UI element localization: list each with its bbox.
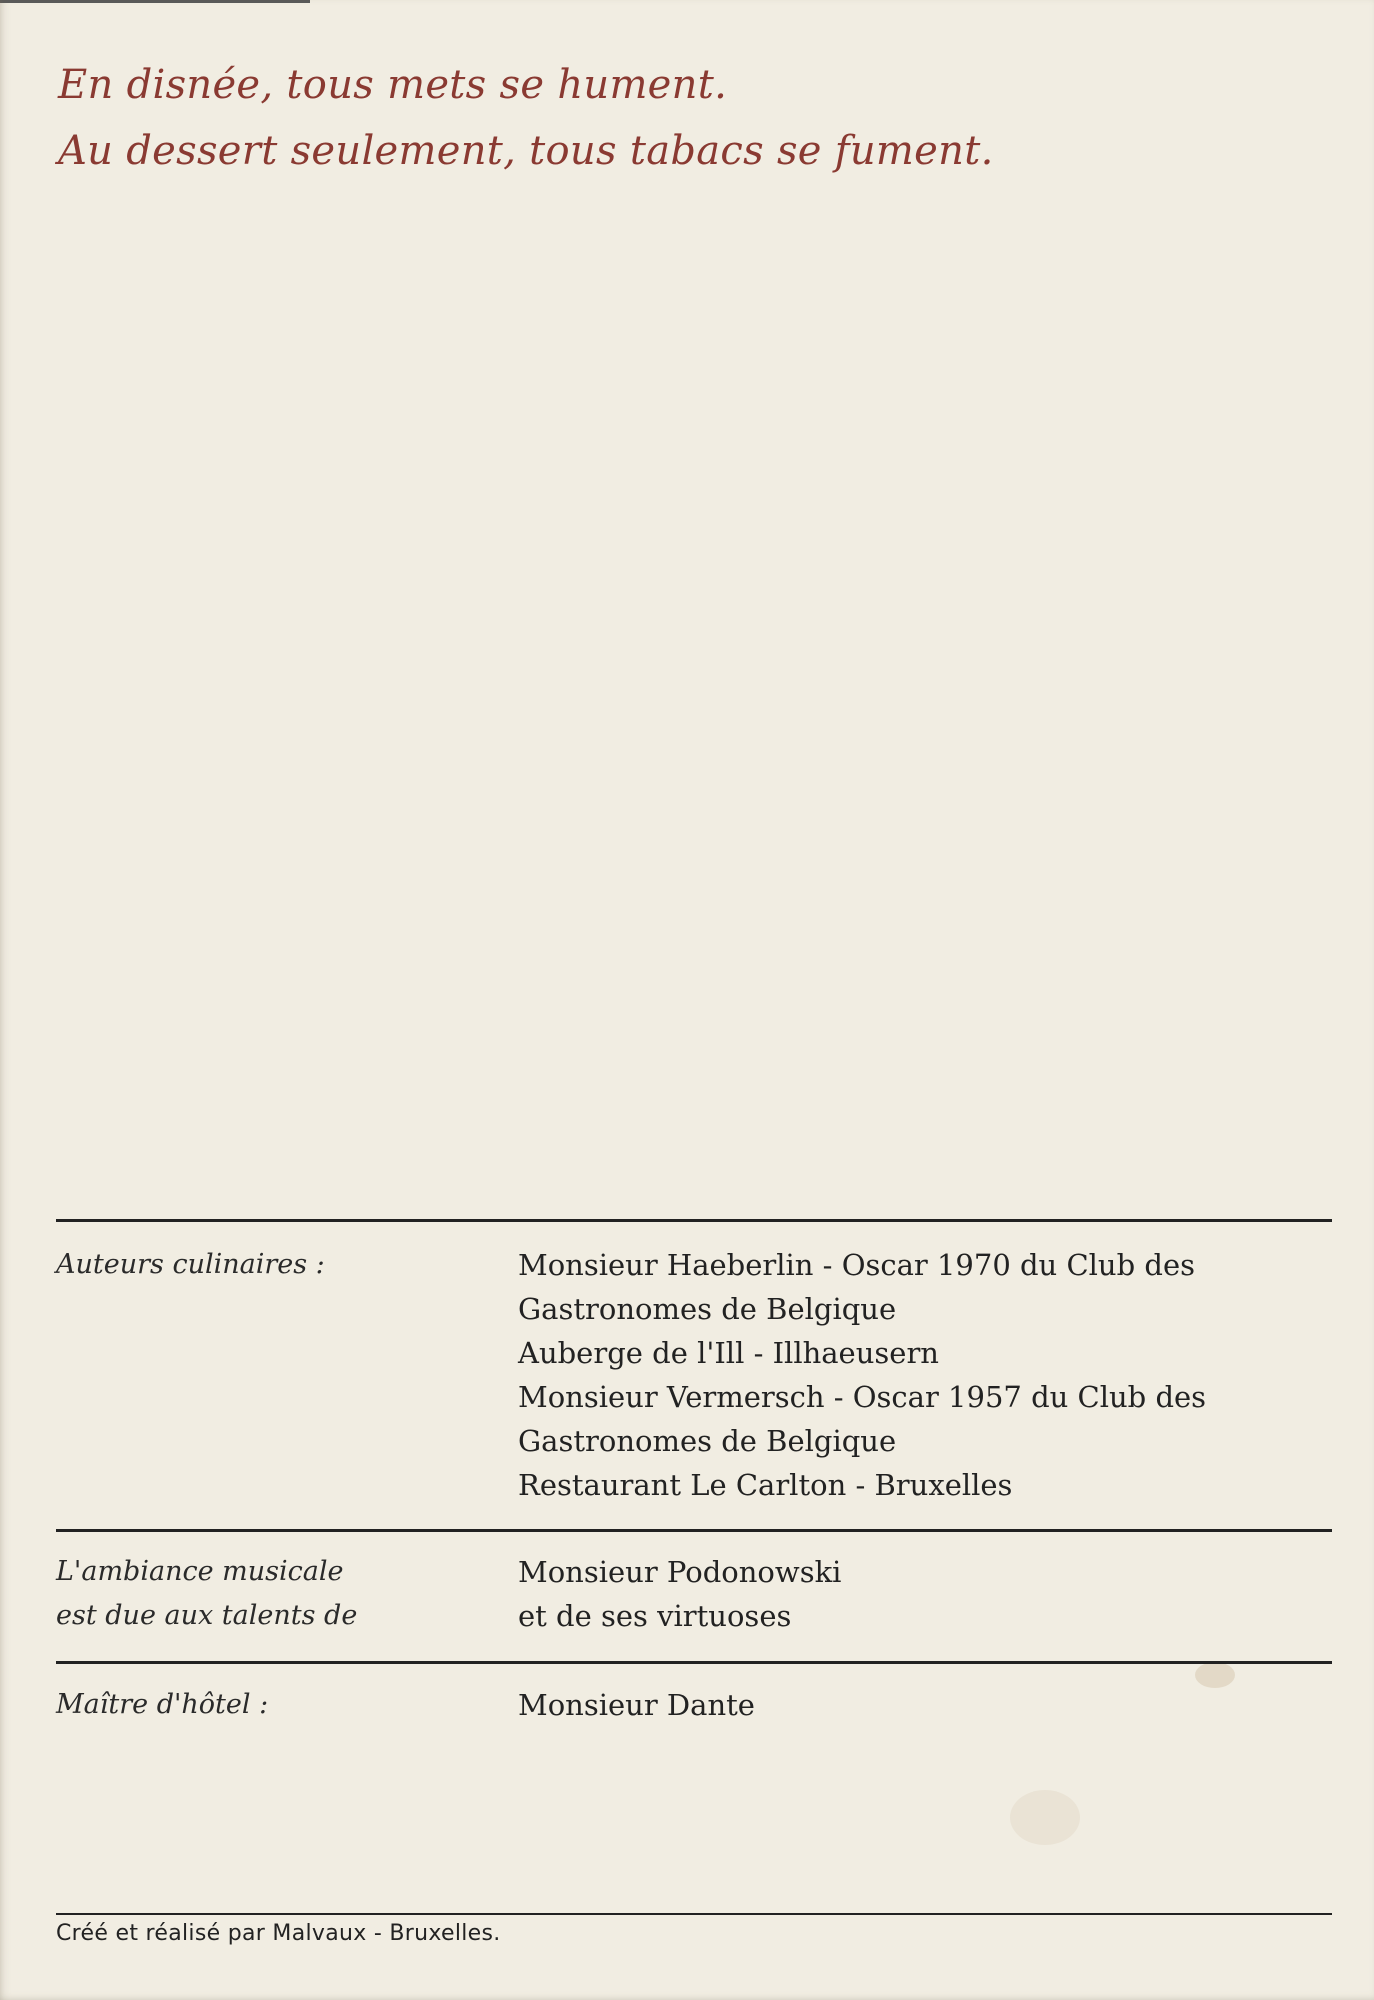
credit-value-line: et de ses virtuoses (518, 1599, 792, 1633)
credit-label-line: est due aux talents de (56, 1600, 358, 1631)
credit-value-maitre-d-hotel (518, 1683, 755, 1727)
paper-stain (1195, 1662, 1235, 1688)
paper-stain (1010, 1790, 1080, 1845)
credit-value-line: Gastronomes de Belgique (518, 1424, 897, 1458)
credit-value-line: Monsieur Haeberlin - Oscar 1970 du Club des (518, 1248, 1195, 1282)
credit-value-line: Monsieur Podonowski (518, 1555, 842, 1589)
credit-value-line: Gastronomes de Belgique (518, 1292, 897, 1326)
credit-value-line: Restaurant Le Carlton - Bruxelles (518, 1468, 1013, 1502)
footer-rule (56, 1913, 1332, 1915)
credit-label-maitre-d-hotel (56, 1683, 268, 1727)
credit-value-culinary-authors (518, 1243, 1206, 1507)
credit-label-line: L'ambiance musicale (56, 1556, 344, 1587)
credit-label-line: Maître d'hôtel : (56, 1689, 269, 1720)
credit-value-line: Monsieur Dante (518, 1688, 755, 1722)
printer-credit: Créé et réalisé par Malvaux - Bruxelles. (56, 1921, 501, 1946)
credit-value-line: Monsieur Vermersch - Oscar 1957 du Club des (518, 1380, 1207, 1414)
credit-value-musical-ambiance (518, 1550, 841, 1638)
credit-label-musical-ambiance (56, 1550, 357, 1638)
motto-line-1: En disnée, tous mets se hument. (58, 62, 728, 108)
credit-value-line: Auberge de l'Ill - Illhaeusern (518, 1336, 939, 1370)
credit-label-culinary-authors (56, 1243, 325, 1287)
divider-rule (56, 1529, 1332, 1532)
motto-line-2: Au dessert seulement, tous tabacs se fument. (58, 128, 994, 174)
divider-rule (56, 1219, 1332, 1222)
divider-rule (56, 1661, 1332, 1664)
credit-label-line: Auteurs culinaires : (56, 1249, 325, 1280)
scan-edge-shadow (0, 0, 310, 3)
motto (58, 52, 994, 184)
